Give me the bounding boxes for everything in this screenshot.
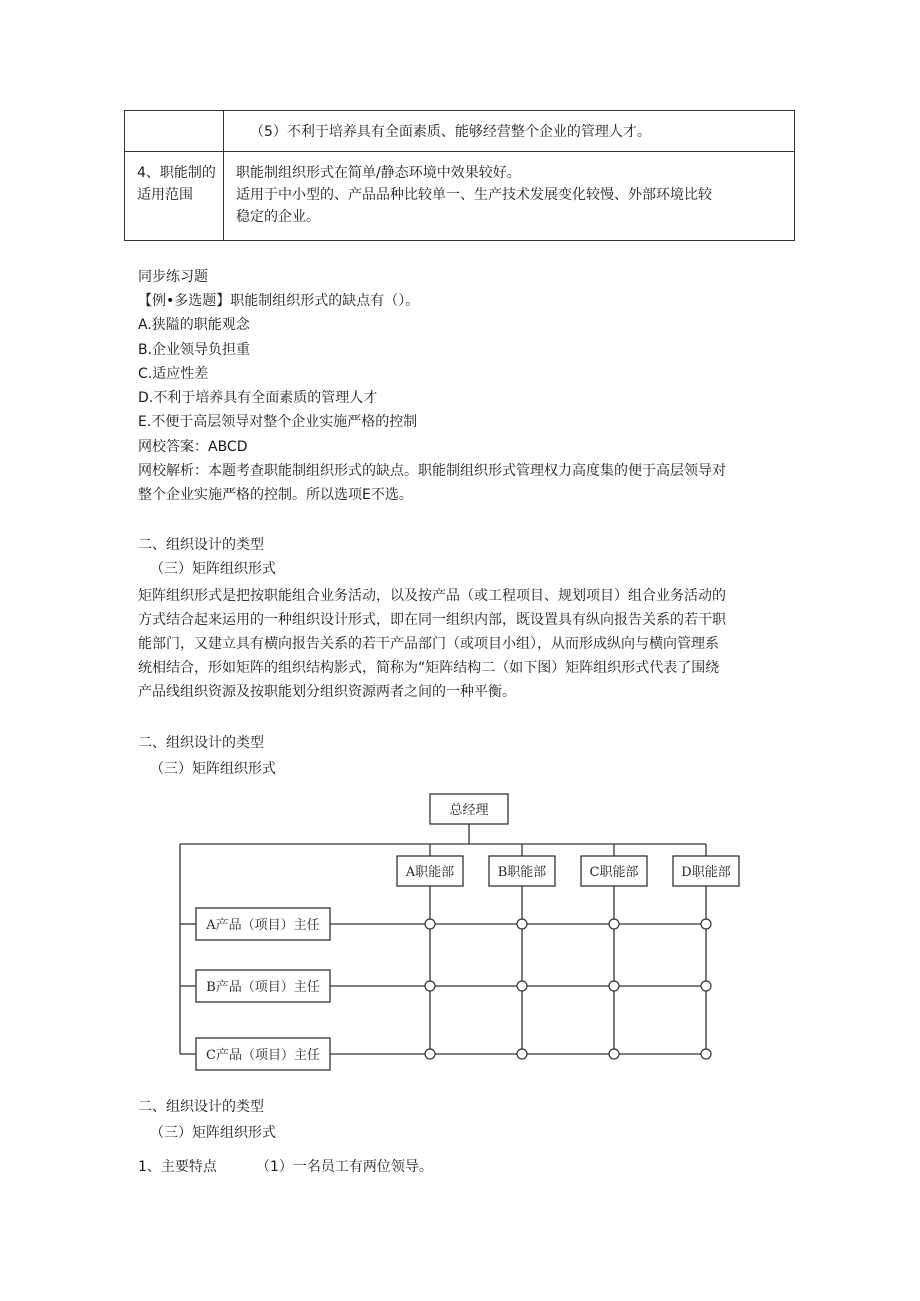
matrix-node: [517, 1049, 527, 1059]
answer-text: 网校答案：ABCD: [138, 439, 248, 455]
option-e: E.不便于高层领导对整个企业实施严格的控制: [138, 414, 418, 430]
practice-heading: 同步练习题: [138, 269, 208, 285]
disadvantage-5-text: （5）不利于培养具有全面素质、能够经营整个企业的管理人才。: [250, 124, 651, 140]
question-text: 【例•多选题】职能制组织形式的缺点有（）。: [138, 293, 420, 309]
paragraph-line: 方式结合起来运用的一种组织设计形式，即在同一组织内部，既设置具有纵向报告关系的若干职: [138, 612, 726, 628]
table-cell: [224, 111, 795, 152]
matrix-node: [701, 1049, 711, 1059]
functional-structure-table: [124, 110, 795, 241]
matrix-node: [517, 981, 527, 991]
general-manager-label: 总经理: [449, 803, 489, 818]
paragraph-line: 统相结合，形如矩阵的组织结构影式，简称为“矩阵结构二（如下图）矩阵组织形式代表了围绕: [138, 660, 720, 676]
scope-label: 4、职能制的适用范围: [137, 165, 216, 203]
scope-line-1: 职能制组织形式在简单/静态环境中效果较好。: [236, 165, 521, 181]
matrix-node: [425, 981, 435, 991]
matrix-node: [609, 981, 619, 991]
matrix-paragraph: [138, 584, 726, 704]
analysis-line-1: 网校解析：本题考查职能制组织形式的缺点。职能制组织形式管理权力高度集的便于高层领导对: [138, 463, 726, 479]
table-row: [125, 111, 795, 152]
scope-line-2: 适用于中小型的、产品品种比较单一、生产技术发展变化较慢、外部环境比较: [236, 187, 712, 203]
matrix-node: [701, 981, 711, 991]
feature-item: （1）一名员工有两位领导。: [256, 1159, 433, 1175]
product-a-label: A产品（项目）主任: [206, 918, 320, 933]
matrix-node: [517, 919, 527, 929]
matrix-node: [425, 919, 435, 929]
section-heading: 二、组织设计的类型: [138, 735, 264, 751]
dept-b-label: B职能部: [497, 865, 547, 880]
product-c-label: C产品（项目）主任: [206, 1048, 320, 1063]
section-heading: 二、组织设计的类型: [138, 1099, 264, 1115]
product-b-label: B产品（项目）主任: [206, 980, 320, 995]
scope-line-3: 稳定的企业。: [236, 209, 320, 225]
matrix-org-diagram: [170, 788, 740, 1078]
table-cell: [224, 152, 795, 241]
matrix-node: [609, 919, 619, 929]
table-row: [125, 152, 795, 241]
dept-c-label: C职能部: [589, 865, 639, 880]
table-cell: [125, 152, 224, 241]
section-subheading: （三）矩阵组织形式: [150, 761, 276, 777]
paragraph-line: 产品线组织资源及按职能划分组织资源两者之间的一种平衡。: [138, 684, 516, 700]
analysis-line-2: 整个企业实施严格的控制。所以选项E不选。: [138, 487, 413, 503]
section-subheading: （三）矩阵组织形式: [150, 1125, 276, 1141]
feature-label: 1、主要特点: [138, 1159, 217, 1175]
option-c: C.适应性差: [138, 366, 209, 382]
option-d: D.不利于培养具有全面素质的管理人才: [138, 390, 378, 406]
section-subheading: （三）矩阵组织形式: [150, 561, 276, 577]
matrix-node: [701, 919, 711, 929]
section-heading: 二、组织设计的类型: [138, 537, 264, 553]
paragraph-line: 能部门，又建立具有横向报告关系的若干产品部门（或项目小组），从而形成纵向与横向管理系: [138, 636, 719, 652]
table-cell: [125, 111, 224, 152]
matrix-node: [609, 1049, 619, 1059]
option-b: B.企业领导负担重: [138, 342, 251, 358]
paragraph-line: 矩阵组织形式是把按职能组合业务活动，以及按产品（或工程项目、规划项目）组合业务活动的: [138, 588, 726, 604]
matrix-node: [425, 1049, 435, 1059]
dept-a-label: A职能部: [405, 865, 455, 880]
dept-d-label: D职能部: [681, 865, 731, 880]
option-a: A.狭隘的职能观念: [138, 317, 250, 333]
